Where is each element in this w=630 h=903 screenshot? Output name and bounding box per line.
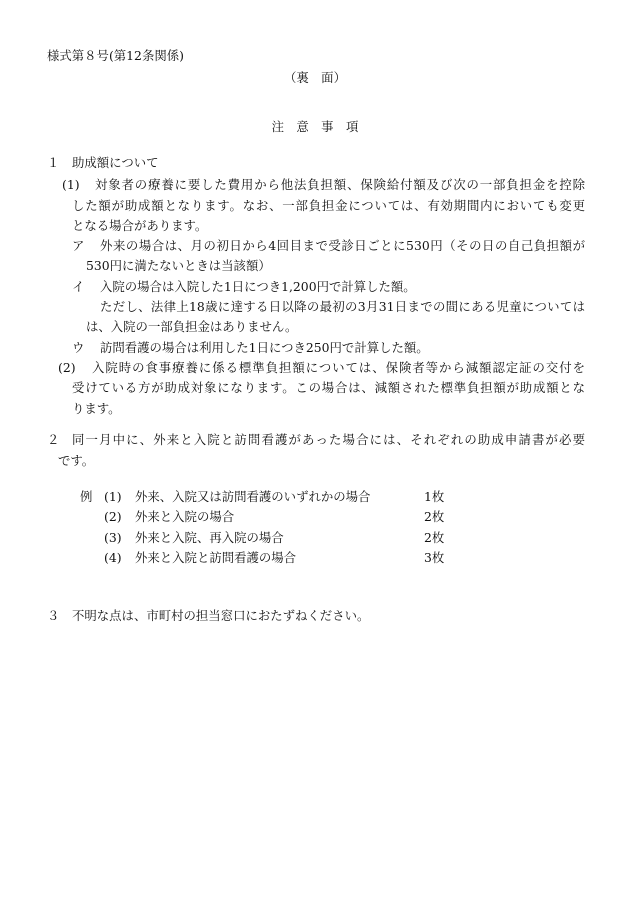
subitem-text-line: 入院の場合は入院した1日につき1,200円で計算した額。 bbox=[100, 279, 416, 294]
example-number: (3) bbox=[104, 530, 122, 545]
section-text-line: 同一月中に、外来と入院と訪問看護があった場合には、それぞれの助成申請書が必要 bbox=[72, 432, 585, 447]
example-text: 外来と入院と訪問看護の場合 bbox=[135, 550, 297, 565]
item-text-line: 入院時の食事療養に係る標準負担額については、保険者等から減額認定証の交付を bbox=[92, 360, 585, 375]
item-number: (2) bbox=[58, 360, 76, 375]
section-heading: 助成額について bbox=[72, 155, 159, 170]
item-text-line: した額が助成額となります。なお、一部負担金については、有効期間内においても変更 bbox=[72, 198, 585, 213]
section-number: １ bbox=[47, 155, 60, 170]
subitem-label: イ bbox=[72, 279, 85, 294]
page-title: 注 意 事 項 bbox=[271, 119, 359, 134]
example-text: 外来と入院、再入院の場合 bbox=[135, 530, 284, 545]
example-number: (4) bbox=[104, 550, 122, 565]
subitem-text-line: は、入院の一部負担金はありません。 bbox=[86, 319, 298, 334]
subitem-text-line: 外来の場合は、月の初日から4回目まで受診日ごとに530円（その日の自己負担額が bbox=[100, 238, 585, 253]
example-count: 1枚 bbox=[424, 489, 445, 504]
section-number: ３ bbox=[47, 608, 60, 623]
section-text-line: です。 bbox=[58, 453, 95, 468]
form-label: 様式第８号(第12条関係) bbox=[47, 48, 184, 63]
item-text-line: ります。 bbox=[72, 401, 121, 416]
subitem-text-line: 530円に満たないときは当該額） bbox=[86, 258, 271, 273]
examples-label: 例 bbox=[80, 489, 93, 504]
example-count: 2枚 bbox=[424, 530, 445, 545]
example-count: 2枚 bbox=[424, 509, 445, 524]
example-number: (1) bbox=[104, 489, 122, 504]
subitem-text-line: ただし、法律上18歳に達する日以降の最初の3月31日までの間にある児童については bbox=[100, 299, 585, 314]
side-label: （裏 面） bbox=[284, 70, 346, 85]
subitem-label: ウ bbox=[72, 340, 85, 355]
item-text-line: となる場合があります。 bbox=[72, 218, 208, 233]
subitem-label: ア bbox=[72, 238, 85, 253]
subitem-text-line: 訪問看護の場合は利用した1日につき250円で計算した額。 bbox=[100, 340, 429, 355]
example-number: (2) bbox=[104, 509, 122, 524]
example-text: 外来、入院又は訪問看護のいずれかの場合 bbox=[135, 489, 371, 504]
item-text-line: 受けている方が助成対象になります。この場合は、減額された標準負担額が助成額とな bbox=[72, 380, 585, 395]
example-count: 3枚 bbox=[424, 550, 445, 565]
item-text-line: 対象者の療養に要した費用から他法負担額、保険給付額及び次の一部負担金を控除 bbox=[95, 177, 585, 192]
example-text: 外来と入院の場合 bbox=[135, 509, 235, 524]
section-text: 不明な点は、市町村の担当窓口におたずねください。 bbox=[72, 608, 370, 623]
item-number: (1) bbox=[62, 177, 80, 192]
section-number: ２ bbox=[47, 432, 60, 447]
